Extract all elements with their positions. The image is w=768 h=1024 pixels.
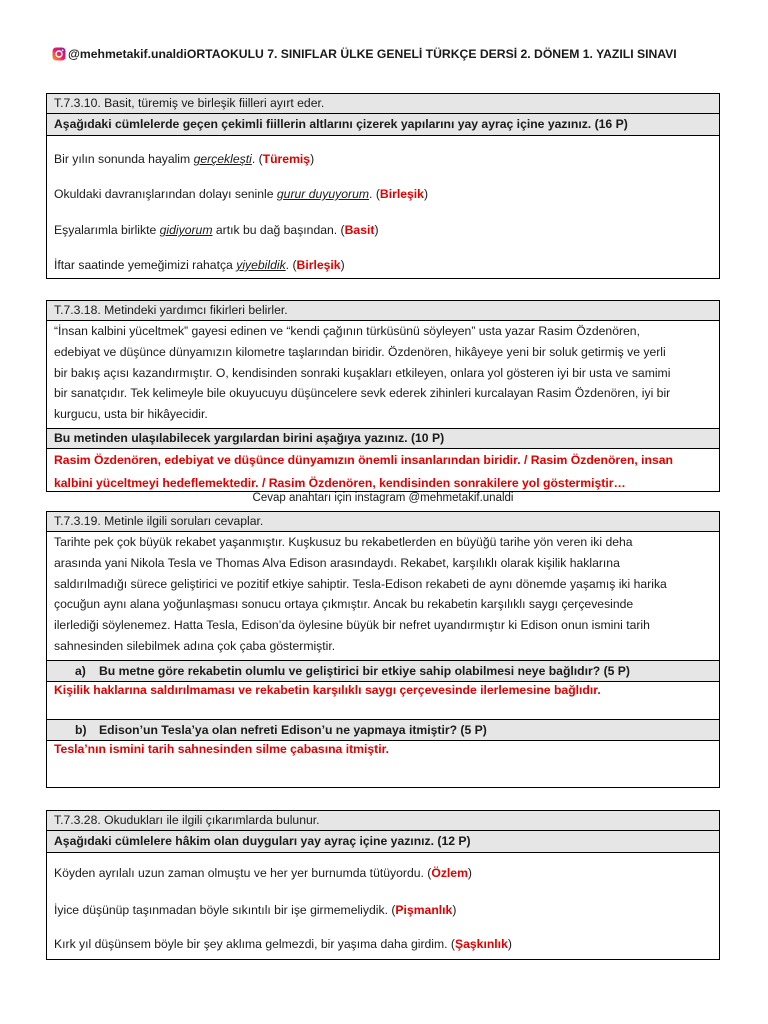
instagram-icon: [52, 47, 66, 61]
answer-key-caption: Cevap anahtarı için instagram @mehmetakif.unaldi: [252, 492, 514, 504]
section-inferences: [46, 810, 720, 960]
section2-code: T.7.3.18. Metindeki yardımcı fikirleri belirler.: [47, 301, 719, 321]
section4-item: Kırk yıl düşünsem böyle bir şey aklıma gelmezdi, bir yaşıma daha girdim. (Şaşkınlık): [54, 937, 512, 951]
section1-question: Aşağıdaki cümlelerde geçen çekimli fiillerin altlarını çizerek yapılarını yay ayraç içine yazınız. (16 P): [47, 114, 719, 136]
answer-text: Şaşkınlık: [455, 937, 508, 951]
answer-text: Pişmanlık: [395, 903, 453, 917]
answer-text: Basit: [344, 223, 375, 237]
section3-question-a: a) Bu metne göre rekabetin olumlu ve geliştirici bir etkiye sahip olabilmesi neye bağlıdır? (5 P): [47, 660, 719, 682]
section1-item: Bir yılın sonunda hayalim gerçekleşti. (Türemiş): [54, 152, 315, 166]
underlined-verb: yiyebildik: [236, 258, 286, 272]
header-title: ORTAOKULU 7. SINIFLAR ÜLKE GENELİ TÜRKÇE DERSİ 2. DÖNEM 1. YAZILI SINAVI: [186, 47, 677, 61]
answer-text: Birleşik: [296, 258, 341, 272]
answer-text: Birleşik: [379, 187, 424, 201]
section4-item: Köyden ayrılalı uzun zaman olmuştu ve her yer burnumda tütüyordu. (Özlem): [54, 866, 472, 880]
section3-answer-a: Kişilik haklarına saldırılmaması ve rekabetin karşılıklı saygı çerçevesinde ilerlemesine bağlıdır.: [54, 683, 601, 697]
underlined-verb: gidiyorum: [159, 223, 213, 237]
section-supporting-ideas: [46, 300, 720, 492]
section3-code: T.7.3.19. Metinle ilgili soruları cevaplar.: [47, 512, 719, 532]
section2-answer: Rasim Özdenören, edebiyat ve düşünce dünyamızın önemli insanlarından biridir. / Rasim Özdenören, insan kalbini yüceltmeyi hedeflemektedir. / Rasim Özdenören, kendisinden sonrakilere yol göstermiştir…: [54, 453, 673, 490]
section1-item: Eşyalarımla birlikte gidiyorum artık bu dağ başından. (Basit): [54, 223, 379, 237]
section1-code: T.7.3.10. Basit, türemiş ve birleşik fiilleri ayırt eder.: [47, 94, 719, 114]
section3-question-b: b) Edison’un Tesla’ya olan nefreti Edison’u ne yapmaya itmiştir? (5 P): [47, 719, 719, 741]
section4-item: İyice düşünüp taşınmadan böyle sıkıntılı bir işe girmemeliydik. (Pişmanlık): [54, 903, 457, 917]
section4-question: Aşağıdaki cümlelere hâkim olan duyguları yay ayraç içine yazınız. (12 P): [47, 831, 719, 853]
section3-answer-b: Tesla’nın ismini tarih sahnesinden silme çabasına itmiştir.: [54, 742, 390, 756]
section-reading-questions: [46, 511, 720, 788]
answer-text: Türemiş: [262, 152, 311, 166]
section3-paragraph: Tarihte pek çok büyük rekabet yaşanmıştır. Kuşkusuz bu rekabetlerden en büyüğü tarihe yön veren iki deha arasında yani Nikola Tesla ve Thomas Alva Edison arasındaydı. Rekabet, karşılıklı olarak kişilik haklarına saldırılmadığı sürece geliştirici ve pozitif etkiye sahiptir. Tesla-Edison rekabeti de aynı dönemde yaşamış iki harika çocuğun aynı alana yoğunlaşması sonucu ortaya çıkmıştır. Ancak bu rekabetin karşılıklı saygı çerçevesinde ilerlediği söylenemez. Hatta Tesla, Edison’da öylesine büyük bir nefret uyandırmıştır ki Edison onun ismini tarih sahnesinden silebilmek adına çok çaba göstermiştir.: [54, 535, 667, 653]
section1-item: İftar saatinde yemeğimizi rahatça yiyebildik. (Birleşik): [54, 258, 345, 272]
section2-question: Bu metinden ulaşılabilecek yargılardan birini aşağıya yazınız. (10 P): [47, 428, 719, 449]
header-handle: @mehmetakif.unaldi: [68, 47, 187, 61]
section4-code: T.7.3.28. Okudukları ile ilgili çıkarımlarda bulunur.: [47, 811, 719, 831]
underlined-verb: gerçekleşti: [193, 152, 252, 166]
section-verb-structures: [46, 93, 720, 279]
underlined-verb: gurur duyuyorum: [276, 187, 370, 201]
section2-paragraph: “İnsan kalbini yüceltmek” gayesi edinen ve “kendi çağının türküsünü söyleyen” usta yazar Rasim Özdenören, edebiyat ve düşünce dünyamızın kilometre taşlarından biridir. Özdenören, hikâyeye yeni bir soluk getirmiş ve yerli bir bakış açısı kazandırmıştır. O, kendisinden sonraki kuşakları etkileyen, onlara yol gösteren iyi bir usta ve samimi bir sanatçıdır. Tek kelimeyle bile okuyucuyu düşüncelere sevk ederek zihinleri kurcalayan Rasim Özdenören, iyi bir kurgucu, usta bir hikâyecidir.: [54, 324, 671, 422]
section1-item: Okuldaki davranışlarından dolayı seninle gurur duyuyorum. (Birleşik): [54, 187, 428, 201]
answer-text: Özlem: [431, 866, 468, 880]
page-header: [52, 47, 732, 61]
